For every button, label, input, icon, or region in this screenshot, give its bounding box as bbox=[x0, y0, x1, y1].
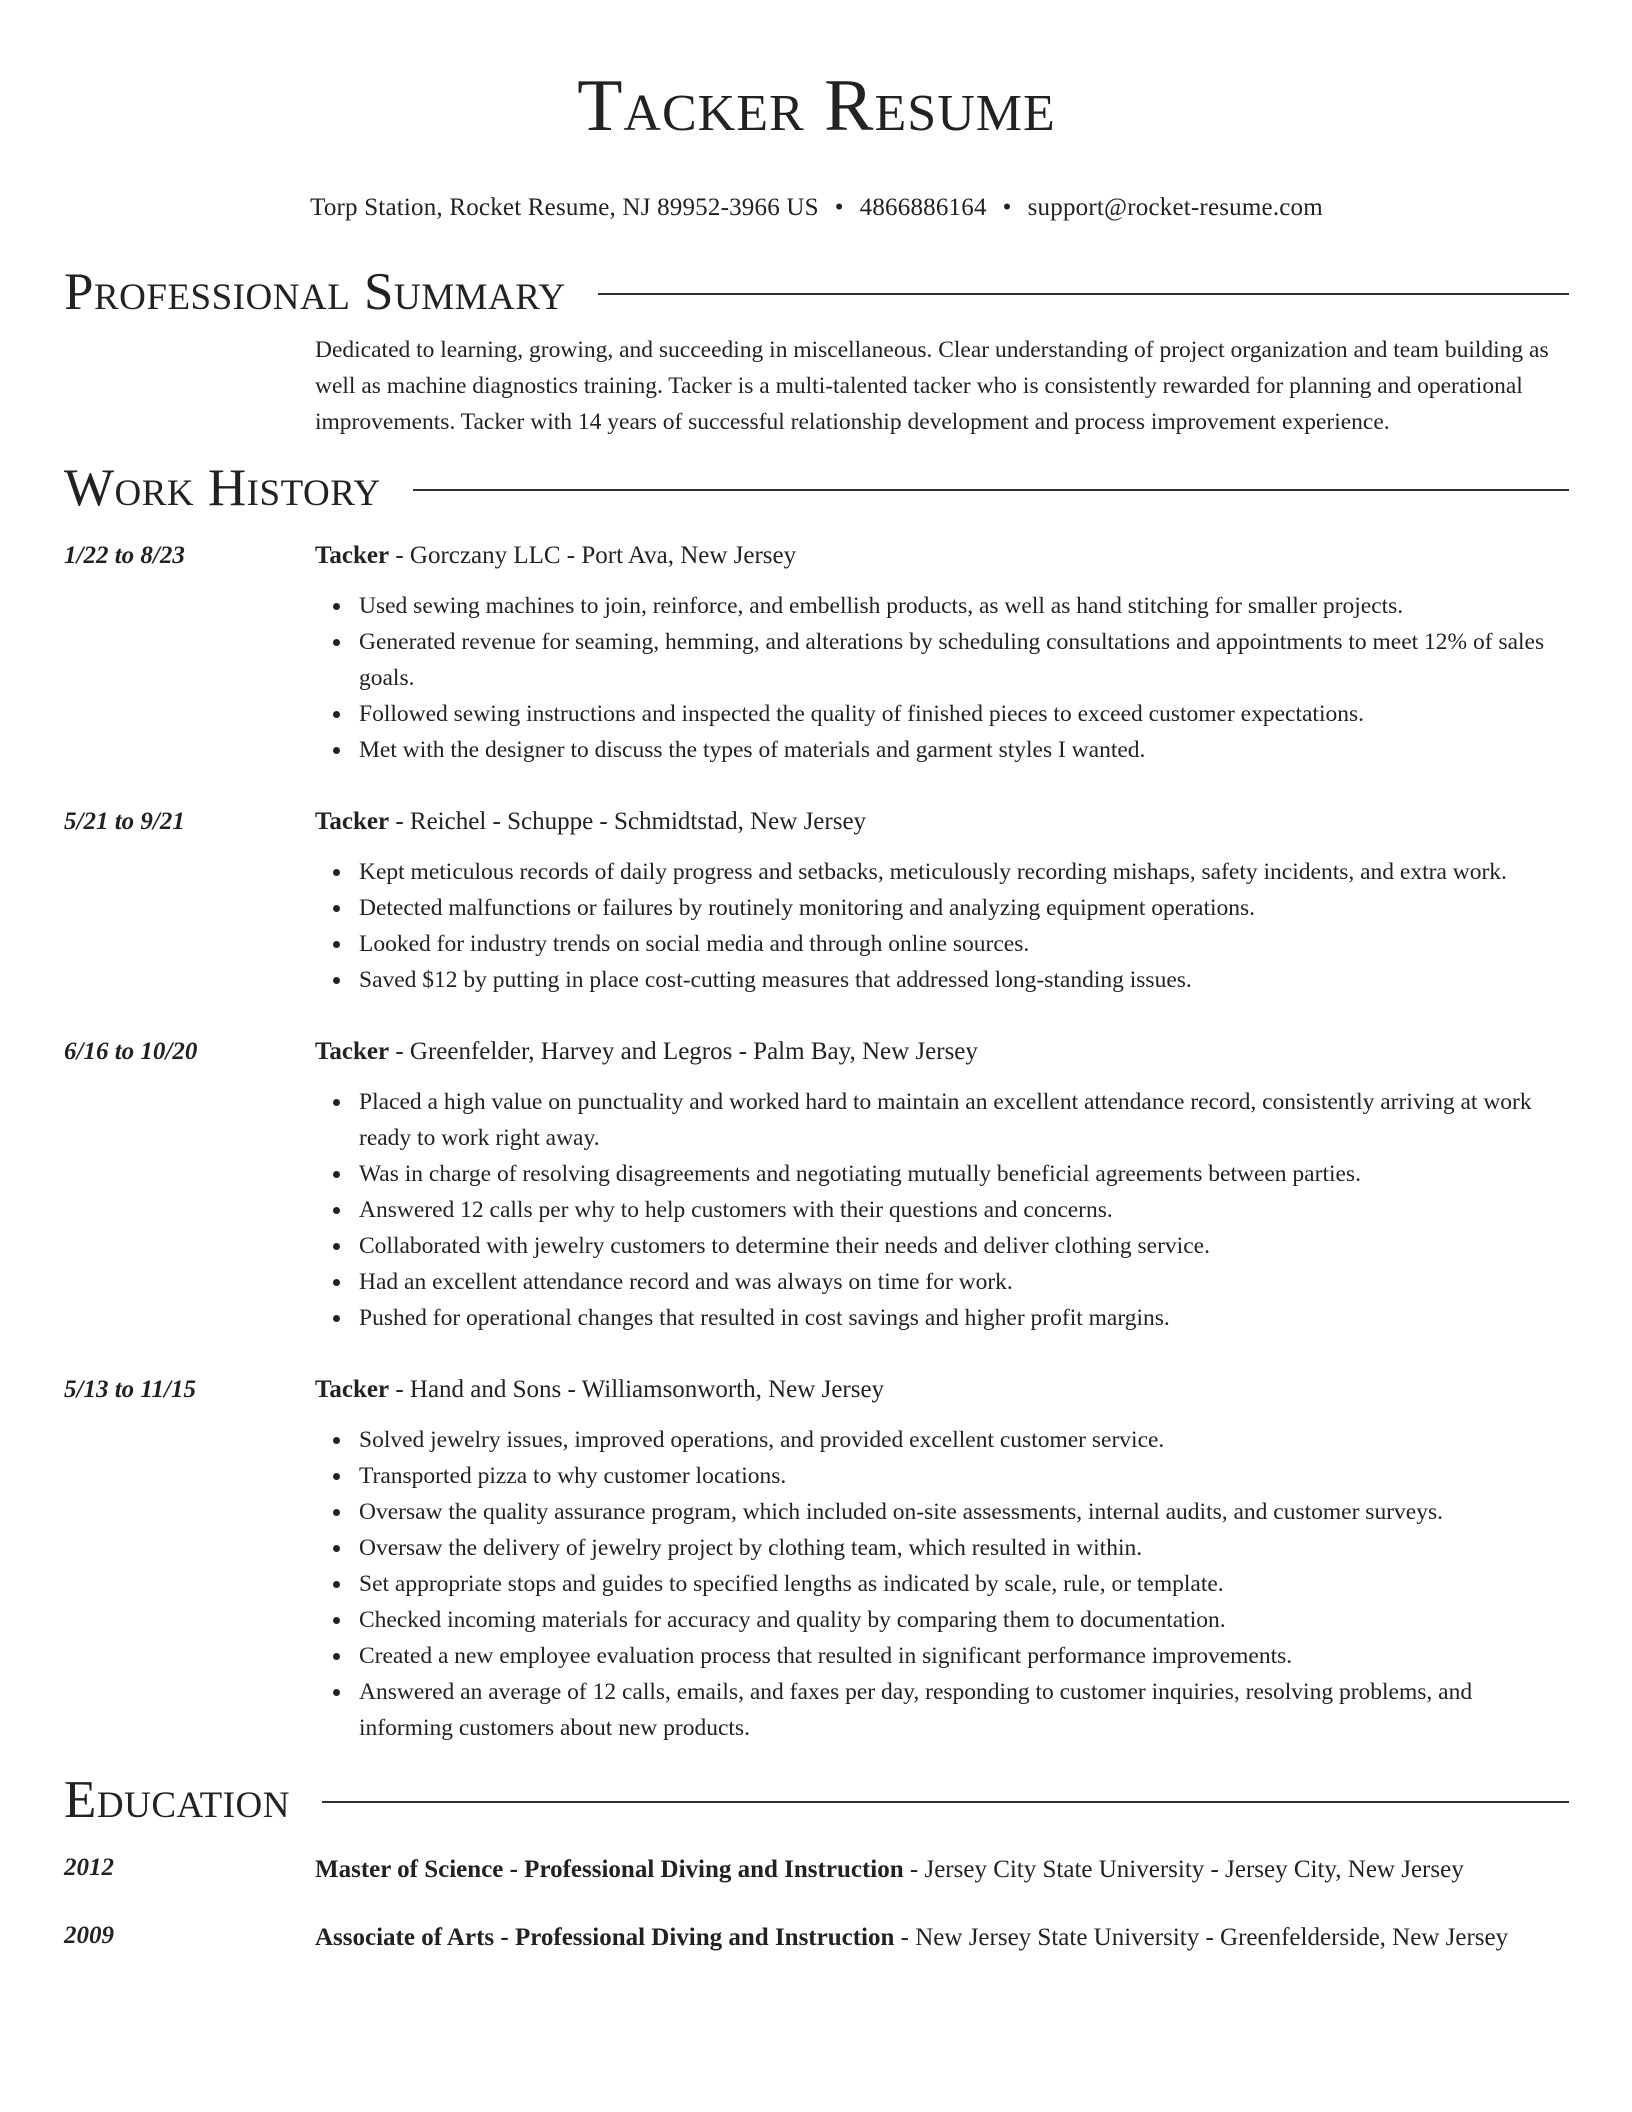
responsibility-item: Transported pizza to why customer locations. bbox=[359, 1458, 1569, 1494]
work-history-list bbox=[64, 538, 1569, 1746]
education-year: 2012 bbox=[64, 1854, 114, 1881]
section-title-work: Work History bbox=[64, 459, 381, 517]
work-entry-body bbox=[315, 1034, 1569, 1336]
employer-details: - Hand and Sons - Williamsonworth, New Jersey bbox=[389, 1376, 885, 1403]
education-details bbox=[315, 1850, 1569, 1890]
contact-separator: • bbox=[1002, 194, 1012, 221]
section-divider bbox=[413, 489, 1569, 491]
job-title: Tacker bbox=[315, 542, 390, 569]
section-divider bbox=[598, 293, 1569, 295]
responsibility-item: Saved $12 by putting in place cost-cutting measures that addressed long-standing issues. bbox=[359, 962, 1569, 998]
work-dates: 1/22 to 8/23 bbox=[64, 542, 185, 569]
responsibility-item: Met with the designer to discuss the types of materials and garment styles I wanted. bbox=[359, 732, 1569, 768]
contact-phone: 4866886164 bbox=[859, 194, 987, 221]
work-entry-heading bbox=[315, 1034, 1569, 1070]
work-entry-body bbox=[315, 804, 1569, 998]
contact-address: Torp Station, Rocket Resume, NJ 89952-3966 US bbox=[310, 194, 819, 221]
responsibility-item: Had an excellent attendance record and was always on time for work. bbox=[359, 1264, 1569, 1300]
section-title-summary: Professional Summary bbox=[64, 263, 566, 321]
work-entry bbox=[64, 1372, 1569, 1746]
responsibility-item: Followed sewing instructions and inspected the quality of finished pieces to exceed customer expectations. bbox=[359, 696, 1569, 732]
responsibility-list bbox=[315, 1084, 1569, 1336]
responsibility-item: Solved jewelry issues, improved operations, and provided excellent customer service. bbox=[359, 1422, 1569, 1458]
section-title-education: Education bbox=[64, 1771, 290, 1829]
responsibility-item: Detected malfunctions or failures by routinely monitoring and analyzing equipment operations. bbox=[359, 890, 1569, 926]
degree-name: Master of Science - Professional Diving and Instruction bbox=[315, 1856, 904, 1883]
work-entry bbox=[64, 538, 1569, 768]
responsibility-item: Oversaw the quality assurance program, which included on-site assessments, internal audits, and customer surveys. bbox=[359, 1494, 1569, 1530]
education-entry bbox=[64, 1850, 1569, 1890]
responsibility-item: Answered 12 calls per why to help customers with their questions and concerns. bbox=[359, 1192, 1569, 1228]
school-details: - Jersey City State University - Jersey City, New Jersey bbox=[903, 1856, 1464, 1883]
responsibility-item: Used sewing machines to join, reinforce, and embellish products, as well as hand stitching for smaller projects. bbox=[359, 588, 1569, 624]
responsibility-item: Generated revenue for seaming, hemming, and alterations by scheduling consultations and appointments to meet 12% of sales goals. bbox=[359, 624, 1569, 696]
work-section-header bbox=[64, 456, 1569, 520]
employer-details: - Greenfelder, Harvey and Legros - Palm Bay, New Jersey bbox=[389, 1038, 978, 1065]
responsibility-item: Was in charge of resolving disagreements and negotiating mutually beneficial agreements between parties. bbox=[359, 1156, 1569, 1192]
contact-line bbox=[64, 192, 1569, 224]
summary-section-header bbox=[64, 260, 1569, 324]
responsibility-list bbox=[315, 1422, 1569, 1746]
work-dates: 6/16 to 10/20 bbox=[64, 1038, 198, 1065]
employer-details: - Reichel - Schuppe - Schmidtstad, New Jersey bbox=[389, 808, 867, 835]
responsibility-item: Kept meticulous records of daily progress and setbacks, meticulously recording mishaps, safety incidents, and extra work. bbox=[359, 854, 1569, 890]
job-title: Tacker bbox=[315, 1038, 390, 1065]
school-details: - New Jersey State University - Greenfelderside, New Jersey bbox=[894, 1924, 1509, 1951]
education-list bbox=[64, 1850, 1569, 1958]
work-dates: 5/13 to 11/15 bbox=[64, 1376, 196, 1403]
work-entry-body bbox=[315, 538, 1569, 768]
contact-separator: • bbox=[834, 194, 844, 221]
education-entry bbox=[64, 1918, 1569, 1958]
work-entry bbox=[64, 1034, 1569, 1336]
resume-page bbox=[64, 0, 1569, 1958]
responsibility-item: Placed a high value on punctuality and worked hard to maintain an excellent attendance record, consistently arriving at work ready to work right away. bbox=[359, 1084, 1569, 1156]
responsibility-item: Answered an average of 12 calls, emails, and faxes per day, responding to customer inquiries, resolving problems, and informing customers about new products. bbox=[359, 1674, 1569, 1746]
degree-name: Associate of Arts - Professional Diving and Instruction bbox=[315, 1924, 895, 1951]
work-entry-heading bbox=[315, 804, 1569, 840]
work-entry-heading bbox=[315, 1372, 1569, 1408]
job-title: Tacker bbox=[315, 808, 390, 835]
responsibility-item: Oversaw the delivery of jewelry project by clothing team, which resulted in within. bbox=[359, 1530, 1569, 1566]
work-entry-body bbox=[315, 1372, 1569, 1746]
education-details bbox=[315, 1918, 1569, 1958]
candidate-name: Tacker Resume bbox=[577, 65, 1056, 147]
summary-text: Dedicated to learning, growing, and succeeding in miscellaneous. Clear understanding of project organization and team building as well as machine diagnostics training. Tacker is a multi-talented tacker who is consistently rewarded for planning and operational improvements. Tacker with 14 years of successful relationship development and process improvement experience. bbox=[315, 337, 1549, 435]
responsibility-list bbox=[315, 588, 1569, 768]
education-year: 2009 bbox=[64, 1922, 114, 1949]
responsibility-item: Checked incoming materials for accuracy and quality by comparing them to documentation. bbox=[359, 1602, 1569, 1638]
job-title: Tacker bbox=[315, 1376, 390, 1403]
work-entry bbox=[64, 804, 1569, 998]
employer-details: - Gorczany LLC - Port Ava, New Jersey bbox=[389, 542, 797, 569]
responsibility-item: Set appropriate stops and guides to specified lengths as indicated by scale, rule, or template. bbox=[359, 1566, 1569, 1602]
responsibility-list bbox=[315, 854, 1569, 998]
work-entry-heading bbox=[315, 538, 1569, 574]
responsibility-item: Pushed for operational changes that resulted in cost savings and higher profit margins. bbox=[359, 1300, 1569, 1336]
contact-email: support@rocket-resume.com bbox=[1027, 194, 1323, 221]
education-section-header bbox=[64, 1768, 1569, 1832]
responsibility-item: Created a new employee evaluation process that resulted in significant performance improvements. bbox=[359, 1638, 1569, 1674]
responsibility-item: Collaborated with jewelry customers to determine their needs and deliver clothing service. bbox=[359, 1228, 1569, 1264]
section-divider bbox=[322, 1801, 1569, 1803]
responsibility-item: Looked for industry trends on social media and through online sources. bbox=[359, 926, 1569, 962]
work-dates: 5/21 to 9/21 bbox=[64, 808, 185, 835]
